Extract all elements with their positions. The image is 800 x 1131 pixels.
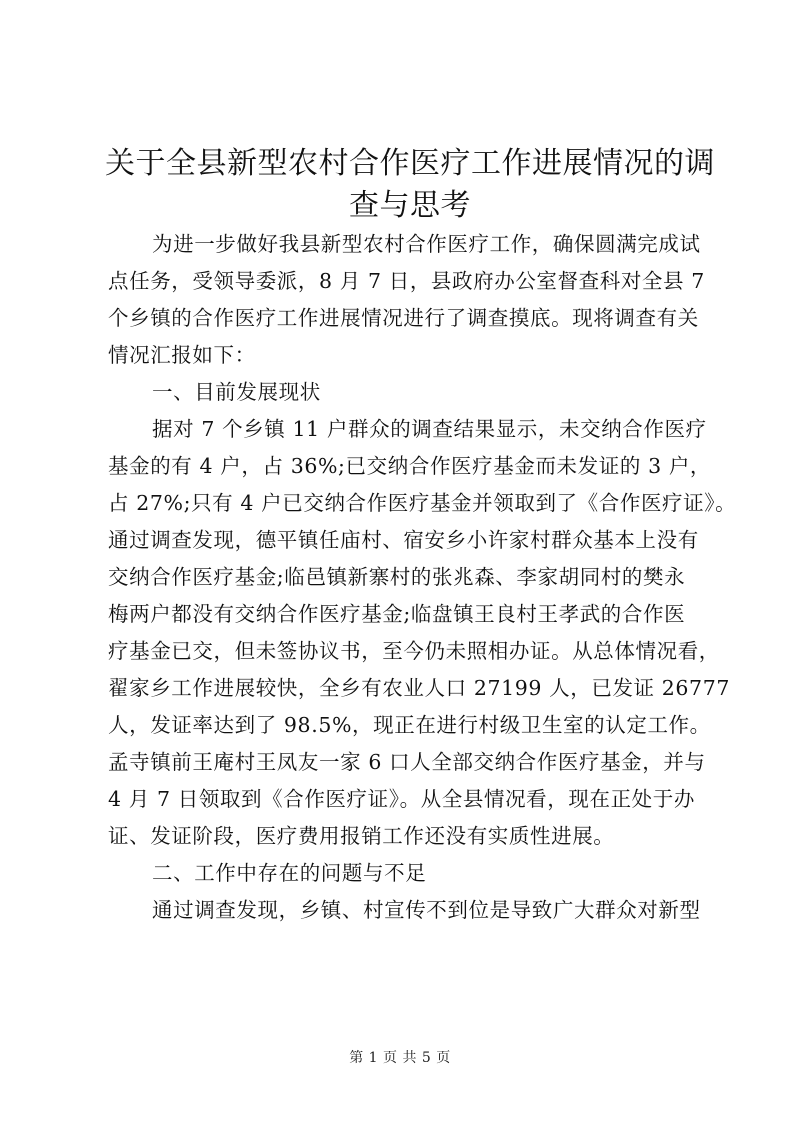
paragraph-line: 疗基金已交，但未签协议书，至今仍未照相办证。从总体情况看，	[108, 639, 720, 663]
paragraph-line: 情况汇报如下：	[108, 343, 256, 367]
title-line-2: 查与思考	[349, 188, 471, 223]
paragraph-line: 翟家乡工作进展较快，全乡有农业人口 27199 人，已发证 26777	[108, 676, 730, 700]
paragraph-line: 为进一步做好我县新型农村合作医疗工作，确保圆满完成试	[152, 232, 701, 256]
page-number-footer: 第 1 页 共 5 页	[349, 1050, 451, 1066]
paragraph-line: 据对 7 个乡镇 11 户群众的调查结果显示，未交纳合作医疗	[152, 417, 707, 441]
paragraph-line: 交纳合作医疗基金;临邑镇新寨村的张兆森、李家胡同村的樊永	[108, 565, 686, 589]
paragraph-line: 基金的有 4 户，占 36%;已交纳合作医疗基金而未发证的 3 户，	[108, 454, 712, 478]
title-line-1: 关于全县新型农村合作医疗工作进展情况的调	[105, 146, 715, 181]
paragraph-line: 占 27%;只有 4 户已交纳合作医疗基金并领取到了《合作医疗证》。	[108, 491, 737, 515]
paragraph-line: 通过调查发现，乡镇、村宣传不到位是导致广大群众对新型	[152, 898, 701, 922]
paragraph-line: 个乡镇的合作医疗工作进展情况进行了调查摸底。现将调查有关	[108, 306, 699, 330]
section-heading: 二、工作中存在的问题与不足	[152, 861, 427, 885]
paragraph-line: 4 月 7 日领取到《合作医疗证》。从全县情况看，现在正处于办	[108, 787, 695, 811]
paragraph-line: 点任务，受领导委派，8 月 7 日，县政府办公室督查科对全县 7	[108, 269, 705, 293]
document-body	[108, 226, 737, 929]
paragraph-line: 孟寺镇前王庵村王凤友一家 6 口人全部交纳合作医疗基金，并与	[108, 750, 706, 774]
paragraph-line: 通过调查发现，德平镇任庙村、宿安乡小许家村群众基本上没有	[108, 528, 699, 552]
paragraph-line: 人，发证率达到了 98.5%，现正在进行村级卫生室的认定工作。	[108, 713, 711, 737]
section-heading: 一、目前发展现状	[152, 380, 321, 404]
document-title	[105, 143, 715, 227]
paragraph-line: 证、发证阶段，医疗费用报销工作还没有实质性进展。	[108, 824, 615, 848]
paragraph-line: 梅两户都没有交纳合作医疗基金;临盘镇王良村王孝武的合作医	[108, 602, 686, 626]
